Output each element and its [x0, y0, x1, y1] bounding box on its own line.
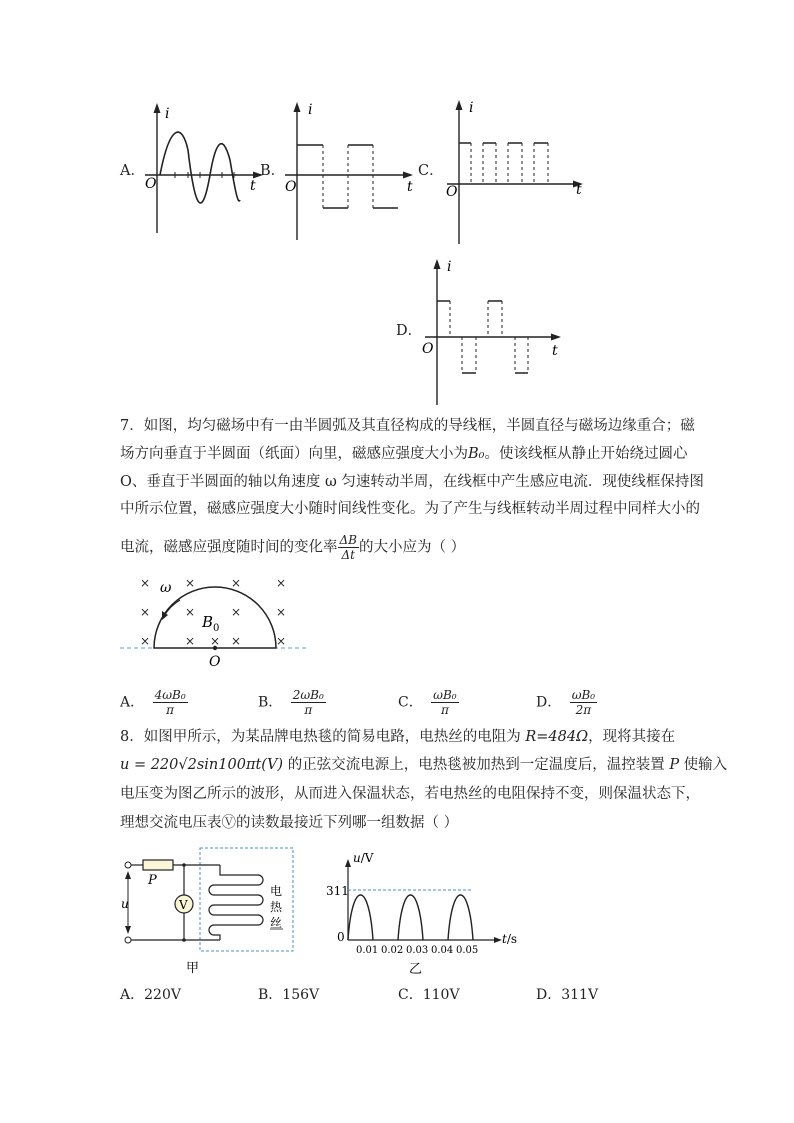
rate-fraction: $\frac{\Delta B}{\Delta t}$: [339, 533, 357, 562]
center-o-label: O: [209, 654, 221, 670]
graph-d-pulse: [418, 255, 568, 407]
axis-i-label: i: [308, 102, 313, 118]
origin-label: O: [285, 179, 297, 195]
fig1-caption: 甲: [186, 961, 200, 976]
origin-label: O: [145, 176, 157, 192]
graph-b-square: [280, 98, 415, 243]
q7-line-2: 场方向垂直于半圆面（纸面）向里，磁感应强度大小为B₀。使该线框从静止开始绕过圆心: [120, 446, 688, 462]
svg-text:×: ×: [276, 605, 287, 619]
svg-text:×: ×: [231, 605, 242, 619]
q8-option-b: B．156V: [258, 987, 320, 1003]
option-b-label: B．: [260, 163, 286, 179]
svg-text:0.03: 0.03: [406, 945, 429, 956]
omega-label: ω: [160, 580, 172, 596]
q8-line-3: 电压变为图乙所示的波形，从而进入保温状态，若电热丝的电阻保持不变，则保温状态下，: [120, 786, 700, 802]
svg-text:×: ×: [231, 576, 242, 590]
svg-text:×: ×: [185, 576, 196, 590]
svg-text:0.04: 0.04: [431, 945, 454, 956]
q7-option-c: C． $\frac{\text{ωB₀}}{\pi}$: [398, 688, 457, 717]
voltmeter-label: V: [179, 898, 188, 912]
svg-text:热: 热: [270, 900, 283, 914]
svg-text:×: ×: [185, 634, 196, 648]
q7-option-d: D． $\frac{\text{ωB₀}}{2\pi}$: [536, 688, 596, 717]
svg-text:×: ×: [140, 605, 151, 619]
q8-circuit-figure: [118, 845, 303, 977]
axis-i-label: i: [165, 106, 170, 122]
svg-text:×: ×: [276, 576, 287, 590]
q7-option-a: A． $\frac{\text{4ωB₀}}{\pi}$: [120, 688, 186, 717]
q8-line-2: u = 220√2sin100πt(V) 的正弦交流电源上，电热毯被加热到一定温度后，温控装置 P 使输入: [120, 757, 728, 773]
graph-a-sine: [140, 100, 265, 240]
b0-label: B: [202, 613, 214, 631]
svg-text:0.01: 0.01: [356, 945, 379, 956]
q8-option-a: A．220V: [120, 987, 181, 1003]
svg-text:×: ×: [210, 634, 221, 648]
b0-subscript: 0: [213, 623, 220, 634]
waveform-xlabel: t/s: [502, 932, 518, 946]
option-c-label: C．: [418, 163, 444, 179]
q8-line-1: 8．如图甲所示，为某品牌电热毯的简易电路，电热丝的电阻为 R=484Ω，现将其接在: [120, 729, 676, 745]
q7-line-3: O、垂直于半圆面的轴以角速度 ω 匀速转动半周，在线框中产生感应电流．现使线框保持图: [120, 474, 704, 490]
axis-t-label: t: [250, 178, 256, 194]
option-a-label: A．: [120, 163, 145, 179]
q8-waveform-figure: [322, 850, 527, 976]
svg-text:×: ×: [276, 634, 287, 648]
svg-text:0.02: 0.02: [381, 945, 404, 956]
svg-text:×: ×: [140, 576, 151, 590]
q8-line-4: 理想交流电压表Ⓥ的读数最接近下列哪一组数据（ ）: [120, 815, 459, 831]
svg-text:×: ×: [231, 634, 242, 648]
axis-i-label: i: [469, 100, 474, 116]
axis-t-label: t: [407, 179, 413, 195]
fig2-caption: 乙: [409, 962, 423, 976]
q7-option-b: B． $\frac{\text{2ωB₀}}{\pi}$: [258, 688, 324, 717]
q7-line-5: 电流，磁感应强度随时间的变化率 $\frac{\Delta B}{\Delta t}$ 的大小应为（ ）: [120, 533, 466, 562]
svg-text:0.05: 0.05: [456, 945, 479, 956]
q7-line-4: 中所示位置，磁感应强度大小随时间线性变化。为了产生与线框转动半周过程中同样大小的: [120, 501, 700, 517]
q8-option-d: D．311V: [536, 987, 599, 1003]
svg-text:丝: 丝: [270, 916, 283, 930]
u-label: u: [121, 897, 129, 911]
q7-line-1: 7．如图，均匀磁场中有一由半圆弧及其直径构成的导线框，半圆直径与磁场边缘重合；磁: [120, 418, 695, 434]
origin-label: O: [422, 341, 434, 357]
axis-i-label: i: [447, 259, 452, 275]
svg-text:×: ×: [140, 634, 151, 648]
b0-symbol: B₀: [468, 446, 485, 462]
zero-label: 0: [337, 930, 345, 944]
graph-c-pulse: [440, 96, 590, 246]
q7-semicircle-figure: [118, 570, 318, 670]
p-label: P: [148, 873, 157, 888]
q8-option-c: C．110V: [398, 987, 460, 1003]
peak-label: 311: [326, 884, 349, 898]
waveform-ylabel: u/V: [353, 851, 374, 865]
svg-text:电: 电: [270, 884, 283, 898]
option-d-label: D．: [396, 323, 423, 339]
origin-label: O: [446, 184, 458, 200]
axis-t-label: t: [552, 343, 558, 359]
svg-text:×: ×: [185, 605, 196, 619]
axis-t-label: t: [576, 182, 582, 198]
